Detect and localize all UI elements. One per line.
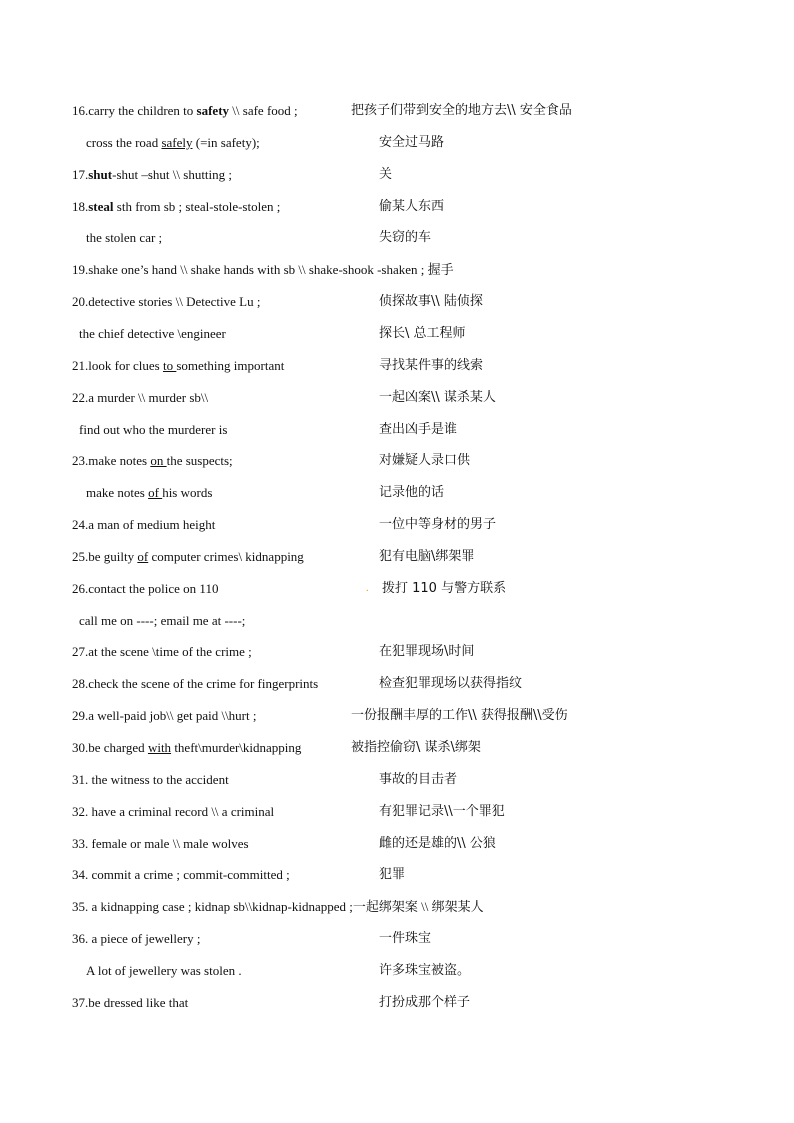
vocab-line <box>0 609 794 633</box>
underlined-word: on <box>150 453 167 468</box>
english-phrase <box>72 895 484 919</box>
english-phrase <box>86 131 260 155</box>
vocab-line <box>0 863 794 887</box>
phrase-text: 19.shake one’s hand \\ shake hands with sb \\ shake-shook -shaken ; 握手 <box>72 262 454 277</box>
chinese-meaning: 被指控偷窃\ 谋杀\绑架 <box>351 740 481 755</box>
phrase-text: something important <box>176 358 285 373</box>
phrase-text: 20.detective stories \\ Detective Lu ; <box>72 294 261 309</box>
bold-keyword: steal <box>88 199 114 214</box>
vocab-line <box>0 99 794 123</box>
english-phrase <box>72 195 280 219</box>
chinese-meaning: 一起凶案\\ 谋杀某人 <box>379 390 496 405</box>
phrase-text: (=in safety); <box>192 135 260 150</box>
phrase-text: the stolen car ; <box>86 230 163 245</box>
phrase-text: 30.be charged <box>72 740 148 755</box>
phrase-text: the chief detective \engineer <box>79 326 226 341</box>
phrase-text: cross the road <box>86 135 162 150</box>
english-phrase <box>79 322 226 346</box>
english-phrase <box>86 226 162 250</box>
vocab-line <box>0 704 794 728</box>
chinese-meaning: 把孩子们带到安全的地方去\\ 安全食品 <box>351 103 572 118</box>
vocab-line <box>0 545 794 569</box>
phrase-text: 22.a murder \\ murder sb\\ <box>72 390 209 405</box>
underlined-word: to <box>162 358 177 373</box>
vocab-line <box>0 927 794 951</box>
chinese-meaning: 一件珠宝 <box>379 931 432 946</box>
phrase-text: 26.contact the police on 110 <box>72 581 219 596</box>
vocab-line <box>0 991 794 1015</box>
vocab-line <box>0 226 794 250</box>
phrase-text: theft\murder\kidnapping <box>171 740 302 755</box>
english-phrase <box>72 768 229 792</box>
phrase-text: 36. a piece of jewellery ; <box>72 931 201 946</box>
chinese-meaning: 寻找某件事的线索 <box>379 358 484 373</box>
english-phrase <box>72 927 201 951</box>
english-phrase <box>72 99 298 123</box>
english-phrase <box>72 736 301 760</box>
phrase-text: the suspects; <box>166 453 233 468</box>
chinese-meaning: 查出凶手是谁 <box>379 422 458 437</box>
chinese-meaning: 探长\ 总工程师 <box>379 326 466 341</box>
english-phrase <box>72 290 260 314</box>
vocab-line <box>0 449 794 473</box>
phrase-text: computer crimes\ kidnapping <box>148 549 304 564</box>
vocab-line <box>0 354 794 378</box>
english-phrase <box>72 991 188 1015</box>
chinese-meaning: 一份报酬丰厚的工作\\ 获得报酬\\受伤 <box>351 708 568 723</box>
english-phrase <box>72 800 274 824</box>
vocab-line <box>0 418 794 442</box>
underlined-word: of <box>148 485 163 500</box>
english-phrase <box>86 481 212 505</box>
chinese-meaning: 安全过马路 <box>379 135 445 150</box>
english-phrase <box>72 672 318 696</box>
english-phrase <box>72 449 233 473</box>
phrase-text: sth from sb ; steal-stole-stolen ; <box>113 199 281 214</box>
chinese-meaning: 犯罪 <box>379 867 406 882</box>
english-phrase <box>72 163 232 187</box>
chinese-meaning: 犯有电脑\绑架罪 <box>379 549 475 564</box>
phrase-text: \\ safe food ; <box>229 103 298 118</box>
phrase-text: find out who the murderer is <box>79 422 228 437</box>
bold-keyword: shut <box>88 167 113 182</box>
vocab-line <box>0 736 794 760</box>
phrase-text: make notes <box>86 485 149 500</box>
english-phrase <box>72 545 304 569</box>
phrase-text: 27.at the scene \time of the crime ; <box>72 644 252 659</box>
phrase-text: call me on ----; email me at ----; <box>79 613 246 628</box>
vocab-line <box>0 959 794 983</box>
phrase-text: 24.a man of medium height <box>72 517 216 532</box>
english-phrase <box>72 832 249 856</box>
english-phrase <box>79 418 227 442</box>
vocab-line <box>0 768 794 792</box>
chinese-meaning: 雌的还是雄的\\ 公狼 <box>379 836 496 851</box>
vocab-line <box>0 258 794 282</box>
chinese-meaning: 事故的目击者 <box>379 772 458 787</box>
vocab-line <box>0 640 794 664</box>
phrase-text: 33. female or male \\ male wolves <box>72 836 249 851</box>
underlined-word: of <box>137 549 149 564</box>
chinese-meaning: 检查犯罪现场以获得指纹 <box>379 676 523 691</box>
english-phrase <box>72 386 208 410</box>
chinese-meaning: 有犯罪记录\\一个罪犯 <box>379 804 505 819</box>
chinese-meaning: 记录他的话 <box>379 485 445 500</box>
chinese-meaning: 失窃的车 <box>379 230 432 245</box>
phrase-text: 23.make notes <box>72 453 151 468</box>
vocab-line <box>0 832 794 856</box>
phrase-text: 18. <box>72 199 89 214</box>
chinese-meaning: 关 <box>379 167 393 182</box>
english-phrase <box>79 609 245 633</box>
underlined-word: with <box>147 740 172 755</box>
phrase-text: 17. <box>72 167 89 182</box>
underlined-word: safely <box>161 135 193 150</box>
phrase-text: A lot of jewellery was stolen . <box>86 963 242 978</box>
phrase-text: 35. a kidnapping case ; kidnap sb\\kidnap-kidnapped ;一起绑架案 \\ 绑架某人 <box>72 899 484 914</box>
vocab-line <box>0 481 794 505</box>
english-phrase <box>72 513 215 537</box>
english-phrase <box>72 577 218 601</box>
vocab-line <box>0 800 794 824</box>
vocab-line <box>0 895 794 919</box>
chinese-meaning: 对嫌疑人录口供 <box>379 453 471 468</box>
phrase-text: 34. commit a crime ; commit-committed ; <box>72 867 290 882</box>
english-phrase <box>72 863 290 887</box>
chinese-meaning: 拨打 110 与警方联系 <box>382 581 507 596</box>
phrase-text: 28.check the scene of the crime for fingerprints <box>72 676 319 691</box>
vocab-line <box>0 386 794 410</box>
english-phrase <box>72 258 454 282</box>
phrase-text: -shut –shut \\ shutting ; <box>112 167 233 182</box>
vocab-line <box>0 195 794 219</box>
phrase-text: his words <box>162 485 213 500</box>
english-phrase <box>72 354 284 378</box>
vocab-line <box>0 672 794 696</box>
vocab-line <box>0 131 794 155</box>
english-phrase <box>86 959 242 983</box>
vocab-line <box>0 163 794 187</box>
stray-mark: . <box>366 583 369 594</box>
chinese-meaning: 在犯罪现场\时间 <box>379 644 475 659</box>
phrase-text: 37.be dressed like that <box>72 995 189 1010</box>
phrase-text: 32. have a criminal record \\ a criminal <box>72 804 275 819</box>
chinese-meaning: 侦探故事\\ 陆侦探 <box>379 294 483 309</box>
vocab-line <box>0 513 794 537</box>
vocab-line <box>0 577 794 601</box>
phrase-text: 31. the witness to the accident <box>72 772 229 787</box>
vocab-line <box>0 322 794 346</box>
phrase-text: 29.a well-paid job\\ get paid \\hurt ; <box>72 708 257 723</box>
chinese-meaning: 打扮成那个样子 <box>379 995 471 1010</box>
chinese-meaning: 许多珠宝被盗。 <box>379 963 471 978</box>
phrase-text: 25.be guilty <box>72 549 138 564</box>
phrase-text: 16.carry the children to <box>72 103 197 118</box>
chinese-meaning: 偷某人东西 <box>379 199 445 214</box>
chinese-meaning: 一位中等身材的男子 <box>379 517 497 532</box>
english-phrase <box>72 704 257 728</box>
vocab-line <box>0 290 794 314</box>
bold-keyword: safety <box>196 103 230 118</box>
phrase-text: 21.look for clues <box>72 358 163 373</box>
english-phrase <box>72 640 252 664</box>
